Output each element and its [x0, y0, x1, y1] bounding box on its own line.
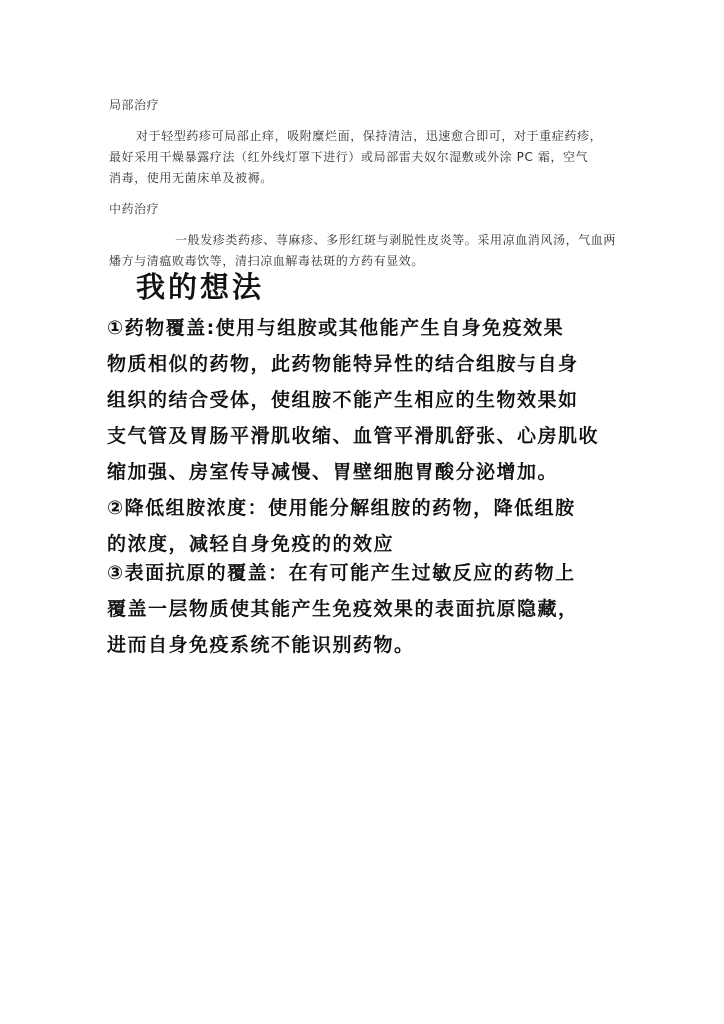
local-treatment-heading: 局部治疗: [109, 98, 160, 112]
paragraph-line: 最好采用干燥暴露疗法（红外线灯罩下进行）或局部雷夫奴尔湿敷或外涂 PC 霜，空气: [109, 150, 589, 164]
local-treatment-paragraph: [109, 126, 629, 189]
paragraph-line: 燔方与清瘟败毒饮等，清扫凉血解毒祛斑的方药有显效。: [109, 254, 425, 268]
thoughts-line: 组织的结合受体，使组胺不能产生相应的生物效果如: [107, 389, 579, 411]
thoughts-line: 的浓度，减轻自身免疫的的效应: [107, 533, 395, 555]
paragraph-line: 一般发疹类药疹、荨麻疹、多形红斑与剥脱性皮炎等。采用凉血消风汤，气血两: [175, 233, 617, 247]
thoughts-line: ②降低组胺浓度：使用能分解组胺的药物，降低组胺: [107, 497, 576, 519]
my-thoughts-title: 我的想法: [136, 270, 265, 304]
tcm-treatment-paragraph: [109, 230, 629, 272]
thoughts-line: ①药物覆盖:使用与组胺或其他能产生自身免疫效果: [107, 317, 565, 339]
thoughts-line: 覆盖一层物质使其能产生免疫效果的表面抗原隐藏，: [107, 598, 579, 620]
thoughts-line: 进而自身免疫系统不能识别药物。: [107, 634, 415, 656]
paragraph-line: 消毒，使用无菌床单及被褥。: [109, 171, 273, 185]
thoughts-line: ③表面抗原的覆盖：在有可能产生过敏反应的药物上: [107, 562, 576, 584]
thoughts-line: 支气管及胃肠平滑肌收缩、血管平滑肌舒张、心房肌收: [107, 425, 600, 447]
paragraph-line: 对于轻型药疹可局部止痒，吸附糜烂面，保持清洁，迅速愈合即可，对于重症药疹，: [136, 129, 603, 143]
tcm-treatment-heading: 中药治疗: [109, 202, 160, 216]
thoughts-line: 物质相似的药物，此药物能特异性的结合组胺与自身: [107, 353, 579, 375]
thoughts-line: 缩加强、房室传导减慢、胃壁细胞胃酸分泌增加。: [107, 461, 559, 483]
my-thoughts-body: [107, 312, 627, 665]
